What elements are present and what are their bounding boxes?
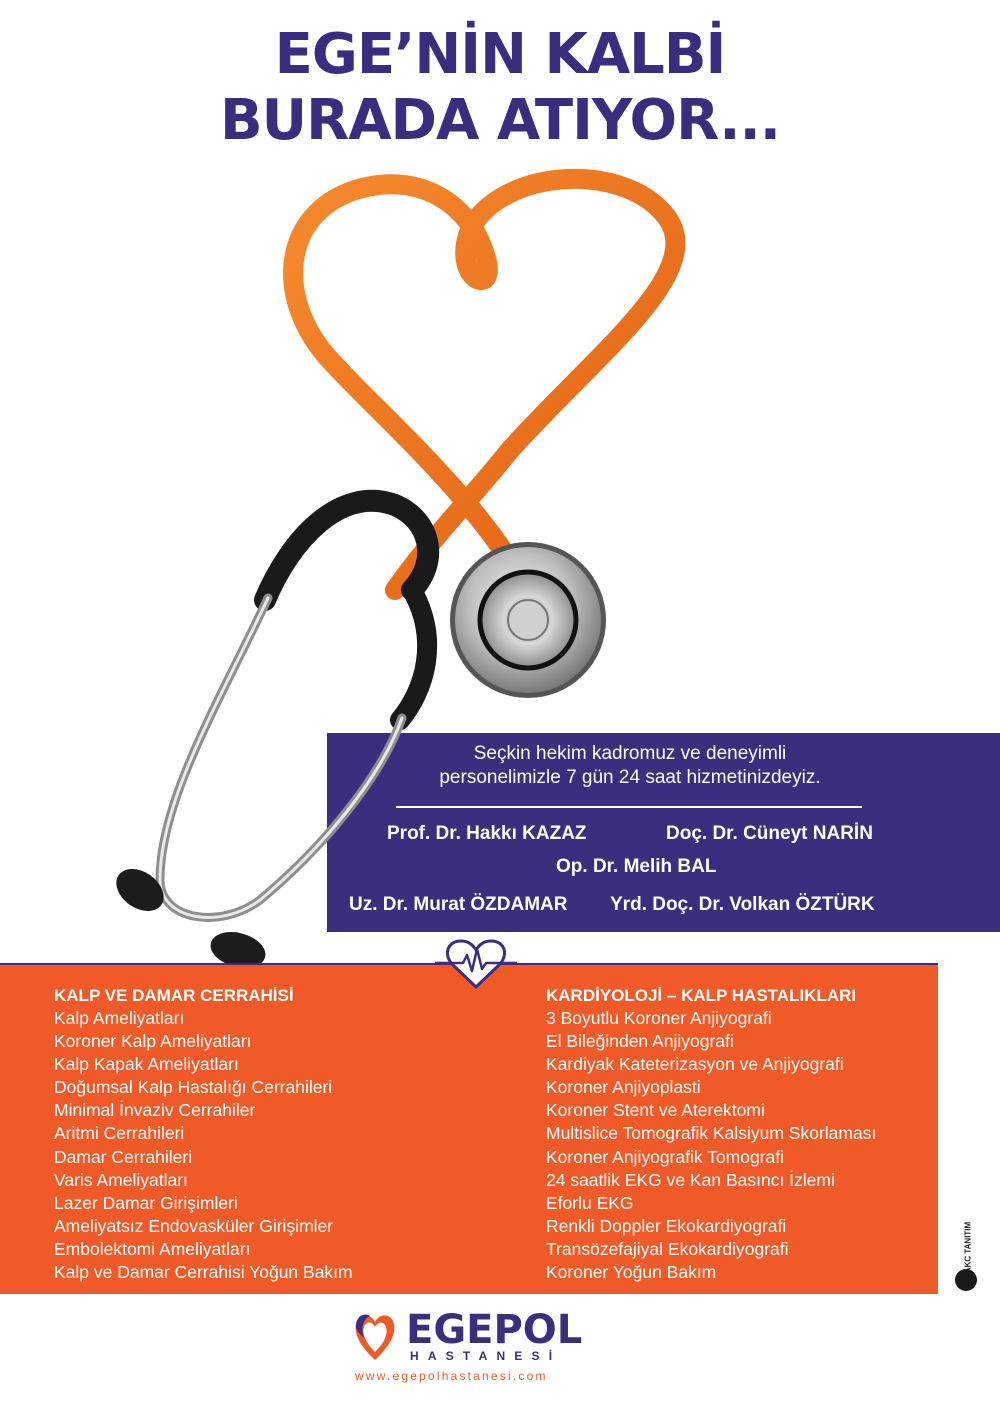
list-item: Koroner Anjiyoplasti	[546, 1077, 701, 1098]
logo-name: EGEPOL	[406, 1307, 583, 1353]
list-item: Kalp Kapak Ameliyatları	[54, 1054, 239, 1075]
agency-badge	[952, 1215, 982, 1295]
doctor-name: Doç. Dr. Cüneyt NARİN	[666, 823, 873, 844]
section-title: KARDİYOLOJİ – KALP HASTALIKLARI	[546, 986, 857, 1005]
list-item: 3 Boyutlu Koroner Anjiyografi	[546, 1008, 772, 1028]
website-link[interactable]: www.egepolhastanesi.com	[355, 1369, 548, 1383]
list-item: Kalp Ameliyatları	[54, 1008, 185, 1028]
list-item: Ameliyatsız Endovasküler Girişimler	[54, 1215, 334, 1236]
surgery-list	[54, 1007, 353, 1284]
list-item: Koroner Anjiyografik Tomografi	[546, 1146, 784, 1167]
cardiology-section	[546, 985, 876, 1284]
list-item: Renkli Doppler Ekokardiyografi	[546, 1215, 787, 1236]
intro-text	[395, 742, 865, 790]
section-title: KALP VE DAMAR CERRAHİSİ	[54, 986, 294, 1005]
list-item: Lazer Damar Girişimleri	[54, 1192, 238, 1213]
list-item: Minimal İnvaziv Cerrahiler	[54, 1100, 256, 1121]
list-item: Varis Ameliyatları	[54, 1169, 188, 1190]
logo-subtitle: HASTANESİ	[410, 1349, 562, 1363]
list-item: Embolektomi Ameliyatları	[54, 1238, 251, 1259]
agency-badge-text: AKC TANITIM	[963, 1221, 973, 1274]
doctor-name: Uz. Dr. Murat ÖZDAMAR	[349, 894, 568, 915]
surgery-section	[54, 985, 353, 1284]
divider	[396, 806, 862, 808]
list-item: Koroner Yoğun Bakım	[546, 1262, 717, 1283]
headline-line-1: EGE’NİN KALBİ	[274, 22, 726, 87]
doctor-name: Prof. Dr. Hakkı KAZAZ	[387, 823, 587, 844]
list-item: 24 saatlik EKG ve Kan Basıncı İzlemi	[546, 1169, 835, 1190]
list-item: Koroner Stent ve Aterektomi	[546, 1100, 765, 1121]
list-item: Doğumsal Kalp Hastalığı Cerrahileri	[54, 1077, 333, 1098]
list-item: Damar Cerrahileri	[54, 1146, 193, 1167]
heartbeat-icon	[433, 935, 519, 993]
cardiology-list	[546, 1007, 876, 1284]
list-item: El Bileğinden Anjiyografi	[546, 1031, 734, 1052]
list-item: Transözefajiyal Ekokardiyografi	[546, 1238, 789, 1259]
doctor-name: Yrd. Doç. Dr. Volkan ÖZTÜRK	[610, 894, 875, 915]
list-item: Multislice Tomografik Kalsiyum Skorlaması	[546, 1123, 877, 1144]
list-item: Kalp ve Damar Cerrahisi Yoğun Bakım	[54, 1262, 353, 1283]
egepol-heart-logo-icon	[352, 1310, 398, 1362]
list-item: Kardiyak Kateterizasyon ve Anjiyografi	[546, 1054, 844, 1075]
headline-line-2: BURADA ATIYOR...	[219, 88, 781, 153]
list-item: Eforlu EKG	[546, 1192, 634, 1213]
doctor-name: Op. Dr. Melih BAL	[556, 856, 717, 877]
list-item: Koroner Kalp Ameliyatları	[54, 1031, 252, 1052]
intro-line-1: Seçkin hekim kadromuz ve deneyimli	[473, 743, 787, 764]
list-item: Aritmi Cerrahileri	[54, 1123, 185, 1144]
intro-line-2: personelimizle 7 gün 24 saat hizmetinizdeyiz.	[439, 767, 821, 788]
